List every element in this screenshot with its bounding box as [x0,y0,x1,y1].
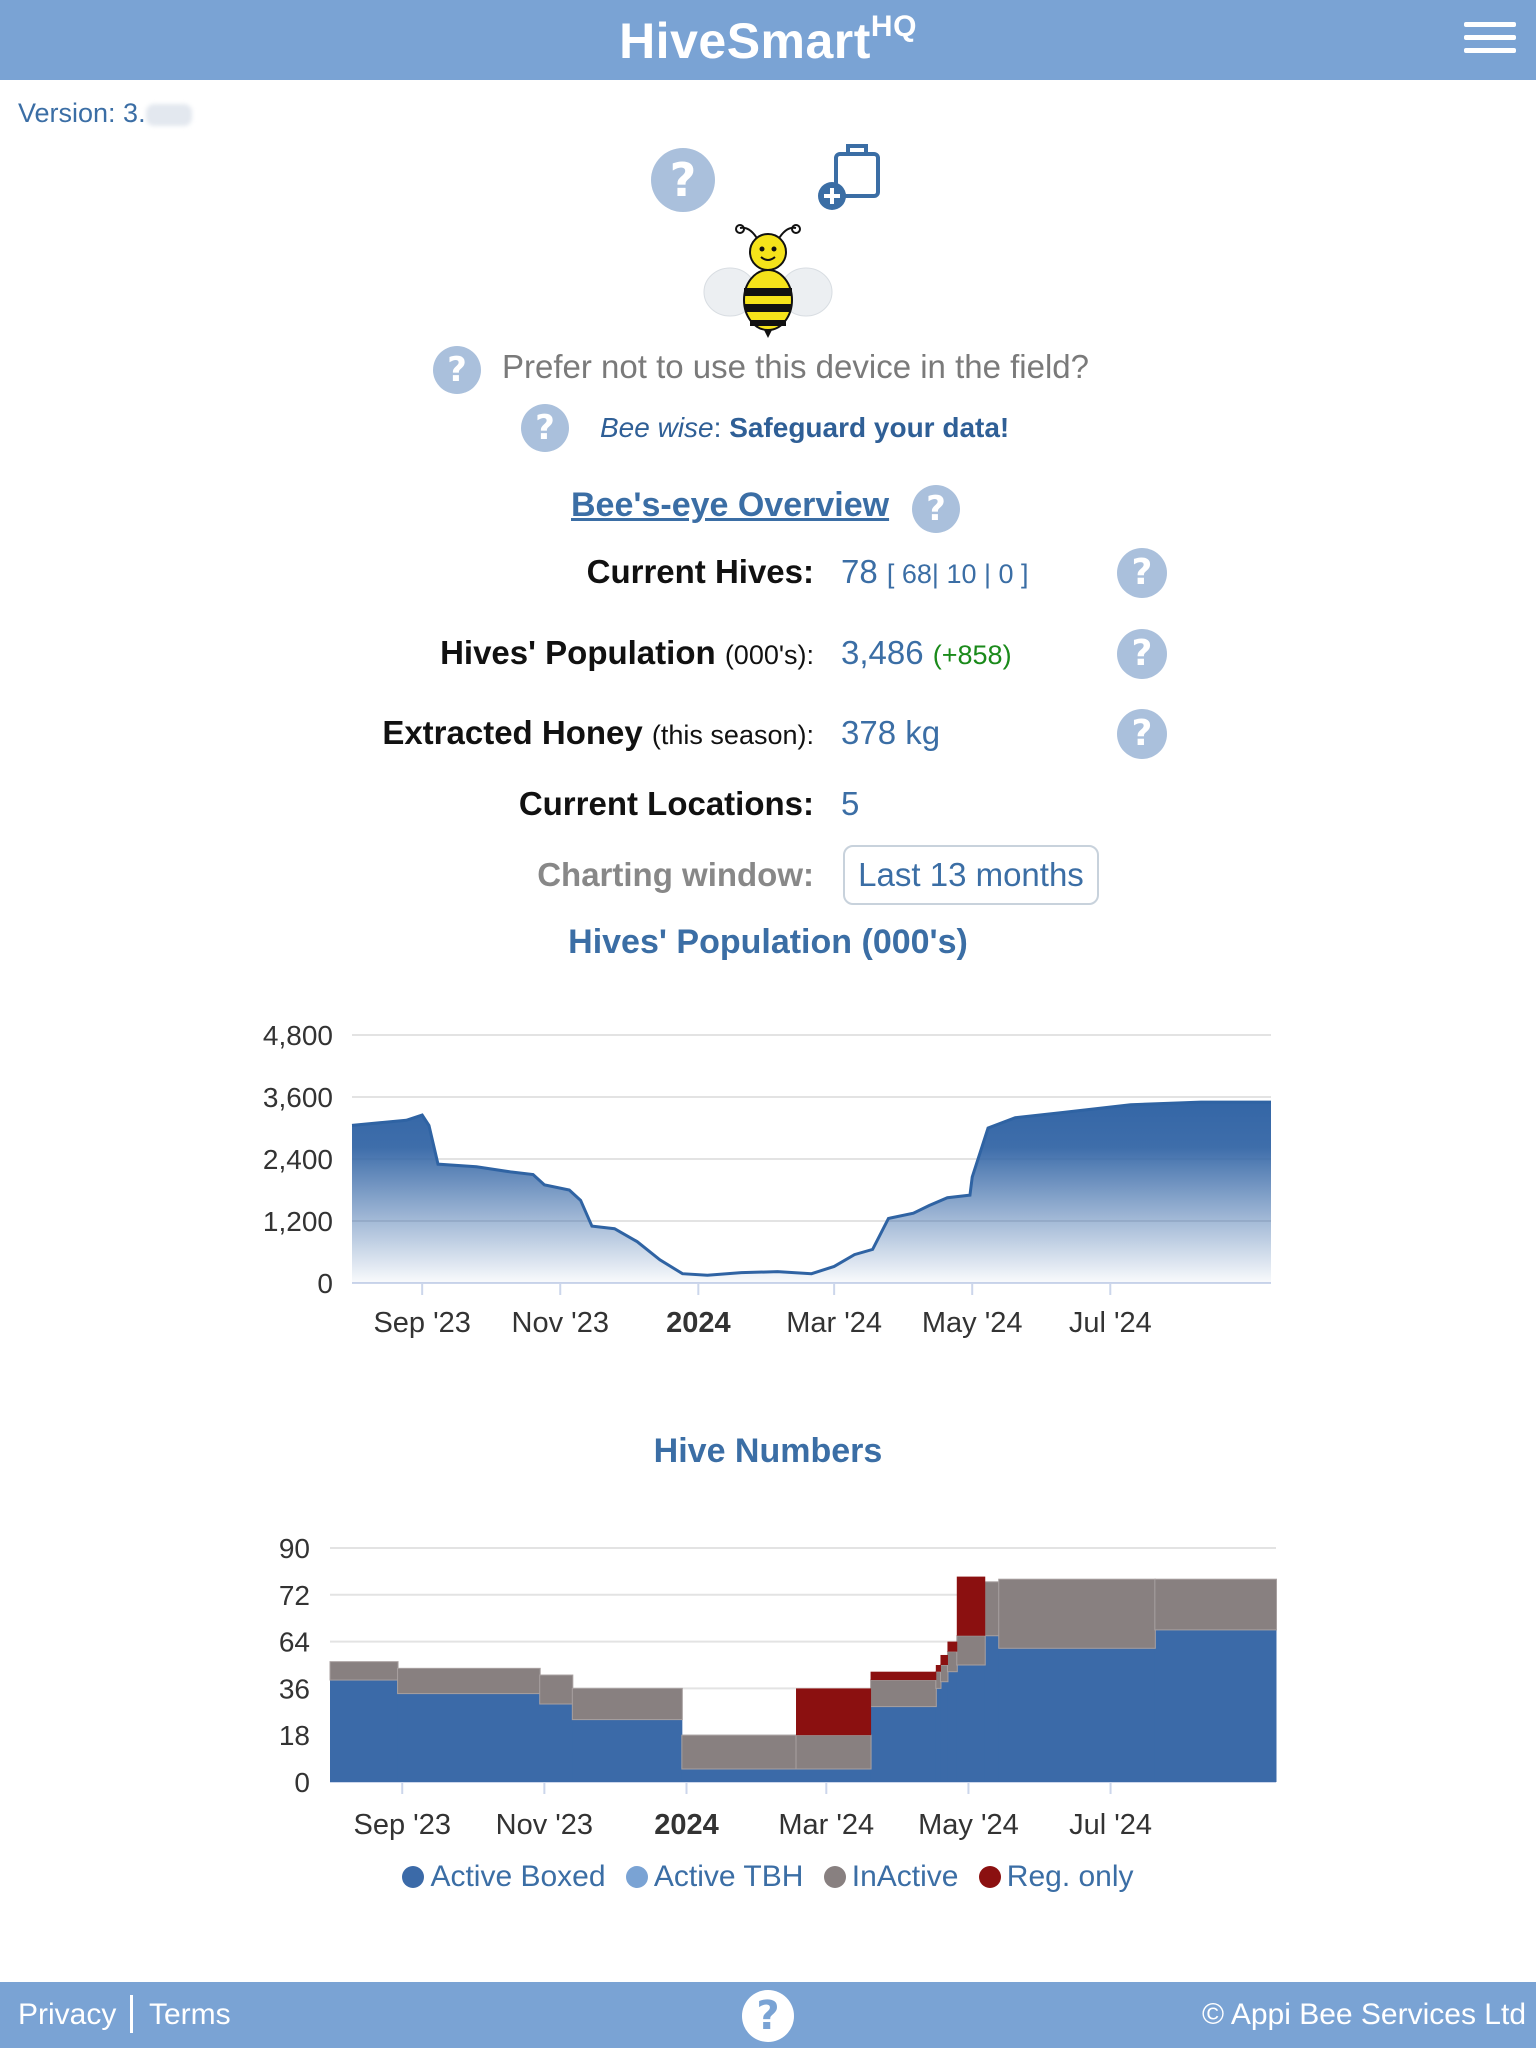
x-tick-label: May '24 [921,1307,1023,1339]
honey-help-icon[interactable]: ? [1117,709,1167,759]
y-tick-label: 64 [278,1626,310,1658]
legend-active-boxed[interactable]: Active Boxed [402,1860,605,1894]
app-title: HiveSmart$^{HQ}$ [619,10,917,69]
y-tick-label: 1,200 [262,1206,333,1237]
version-label: Version: 3. [18,98,192,129]
y-tick-label: 72 [278,1579,310,1611]
population-value: 3,486 (+858) [841,634,1012,671]
footer-separator [130,1995,133,2033]
y-tick-label: 0 [317,1268,333,1299]
privacy-link[interactable]: Privacy [18,1998,117,2031]
current-hives-help-icon[interactable]: ? [1117,548,1167,598]
x-tick-label: Nov '23 [495,1809,594,1841]
x-tick-label: 2024 [654,1809,719,1841]
current-hives-value: 78 [ 68| 10 | 0 ] [841,553,1029,590]
population-chart-title: Hives' Population (000's) [568,923,968,961]
help-icon[interactable]: ? [651,148,715,212]
hive-numbers-chart-title: Hive Numbers [653,1432,883,1470]
current-hives-label: Current Hives: [586,553,814,590]
x-tick-label: Jul '24 [1069,1809,1153,1841]
x-tick-label: Mar '24 [786,1307,883,1339]
safeguard-link[interactable]: Safeguard your data! [729,412,1010,443]
honey-label: Extracted Honey (this season): [382,714,814,751]
beewise-help-icon[interactable]: ? [521,404,569,452]
prefer-help-icon[interactable]: ? [433,346,481,394]
y-tick-label: 3,600 [262,1082,333,1113]
population-label: Hives' Population (000's): [440,634,814,671]
legend-active-tbh[interactable]: Active TBH [626,1860,804,1894]
footer-bar [0,1982,1536,2048]
y-tick-label: 36 [278,1673,310,1705]
overview-link[interactable]: Bee's-eye Overview [571,486,890,524]
y-tick-label: 4,800 [262,1020,333,1051]
footer-help-icon[interactable]: ? [742,1990,794,2042]
overview-help-icon[interactable]: ? [912,485,960,533]
beewise-row: Bee wise: Safeguard your data! [600,412,1010,443]
copyright-text: © Appi Bee Services Ltd [1202,1998,1526,2031]
y-tick-label: 2,400 [262,1144,333,1175]
y-tick-label: 18 [278,1720,310,1752]
y-tick-label: 0 [294,1767,310,1798]
charting-window-select[interactable]: Last 13 months [843,845,1099,905]
x-tick-label: Sep '23 [353,1809,451,1841]
locations-value: 5 [841,785,860,822]
x-tick-label: 2024 [666,1307,731,1339]
terms-link[interactable]: Terms [149,1998,231,2031]
chart-legend [0,1860,1536,1894]
charting-window-label: Charting window: [537,856,814,893]
x-tick-label: Nov '23 [511,1307,609,1339]
locations-label: Current Locations: [518,785,814,822]
legend-inactive[interactable]: InActive [824,1860,959,1894]
prefer-text: Prefer not to use this device in the field? [502,348,1090,385]
legend-reg-only[interactable]: Reg. only [979,1860,1134,1894]
population-help-icon[interactable]: ? [1117,629,1167,679]
y-tick-label: 90 [278,1533,310,1564]
x-tick-label: May '24 [918,1809,1019,1841]
x-tick-label: Jul '24 [1068,1307,1152,1339]
honey-value: 378 kg [841,714,941,751]
x-tick-label: Sep '23 [373,1307,471,1339]
population-area [352,1102,1271,1283]
x-tick-label: Mar '24 [778,1809,875,1841]
